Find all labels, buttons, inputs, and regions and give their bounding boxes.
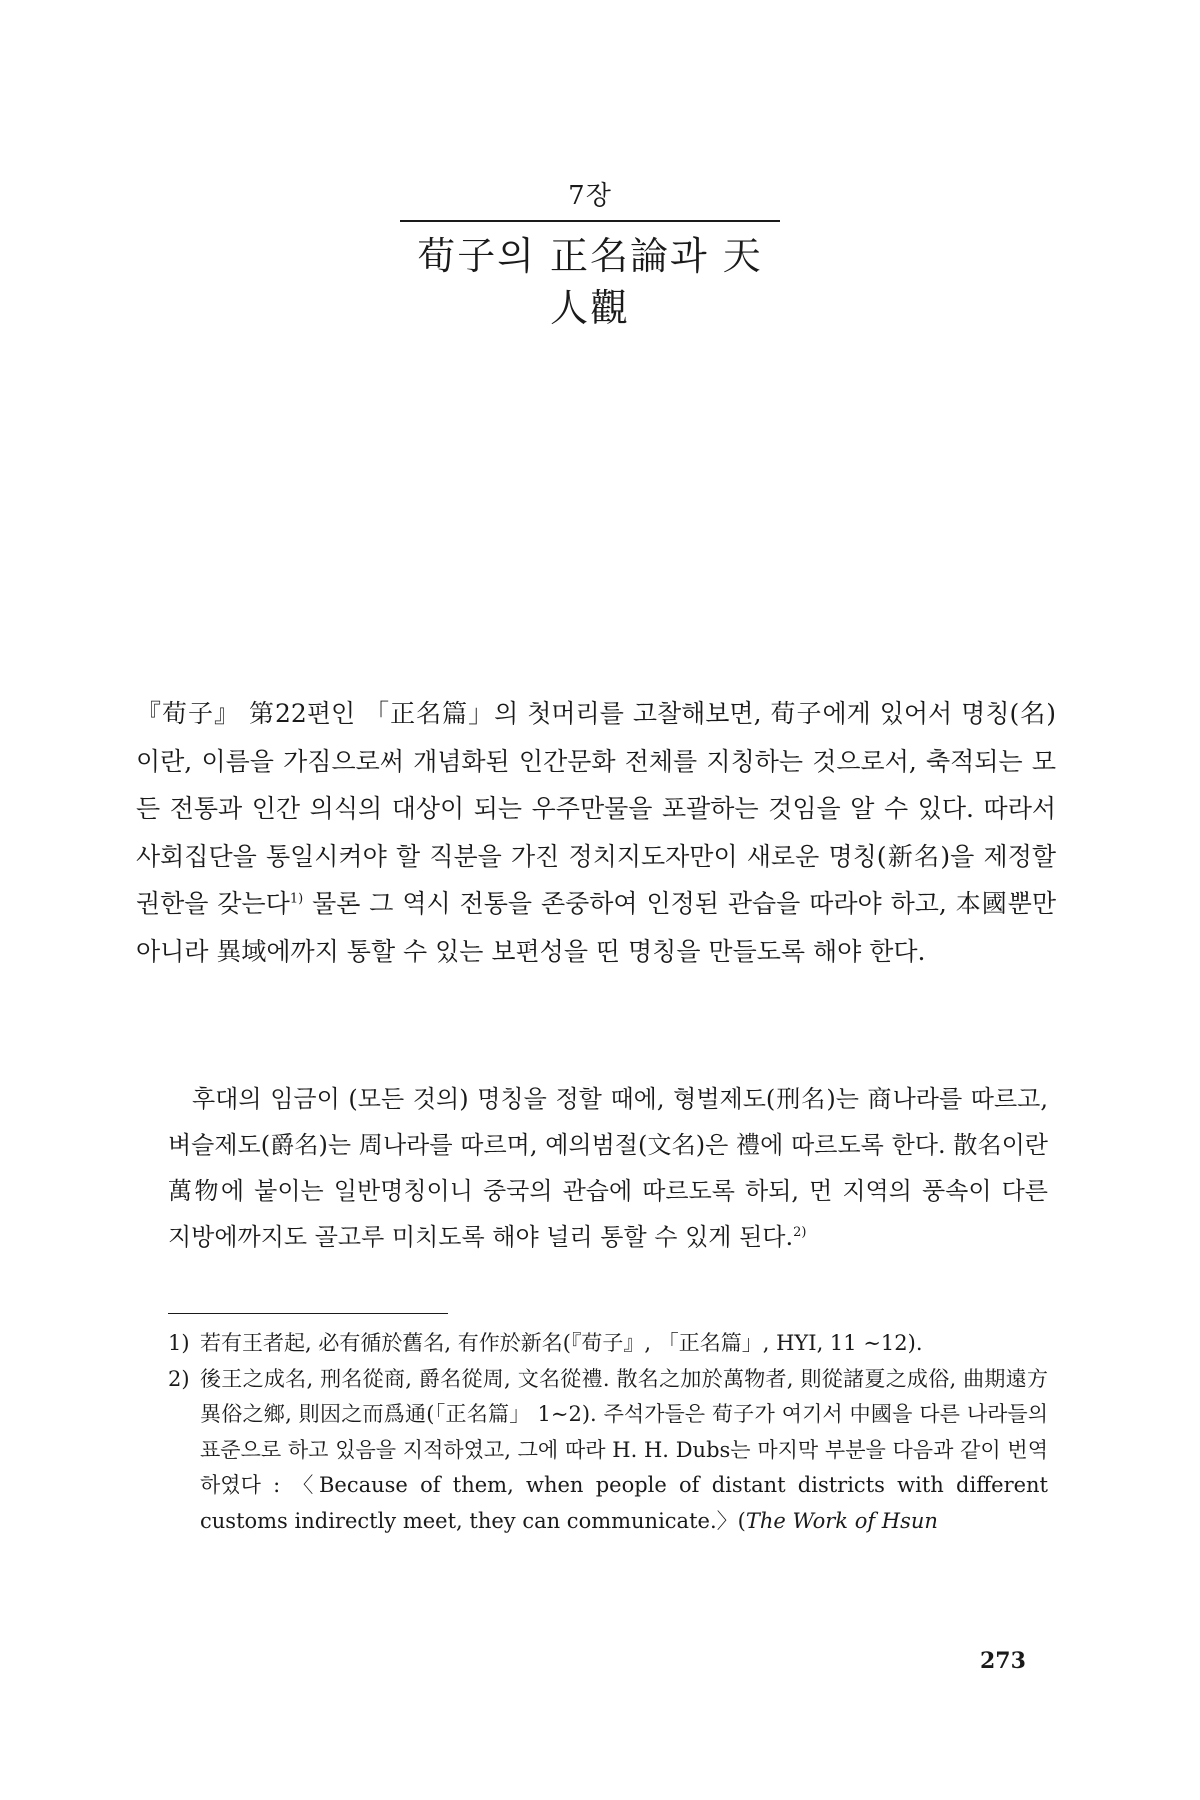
- footnote-book-title: The Work of Hsun: [745, 1508, 938, 1533]
- footnote-number: 1): [168, 1331, 190, 1355]
- footnote-number: 2): [168, 1366, 190, 1391]
- chapter-title: 荀子의 正名論과 天人觀: [417, 234, 763, 330]
- footnote-text: 後王之成名, 刑名從商, 爵名從周, 文名從禮. 散名之加於萬物者, 則從諸夏之成俗, 曲期遠方異俗之鄉, 則因之而爲通(「正名篇」 1∼2). 주석가들은 荀子가 여기서 中國을 다른 나라들의 표준으로 하고 있음을 지적하였고, 그에 따라 H. H. Dubs는 마지막 부분을 다음과 같이 번역하였다 : 〈Because of them, when people of distant districts with different customs indirectly meet, they can communicate.〉(: [200, 1366, 1048, 1533]
- chapter-heading: [400, 178, 780, 334]
- footnote-reference[interactable]: 1): [289, 891, 304, 907]
- chapter-number: 7장: [568, 181, 612, 211]
- footnotes: [168, 1326, 1048, 1539]
- paragraph-text: 『荀子』 第22편인 「正名篇」의 첫머리를 고찰해보면, 荀子에게 있어서 명칭(名)이란, 이름을 가짐으로써 개념화된 인간문화 전체를 지칭하는 것으로서, 축적되는 모든 전통과 인간 의식의 대상이 되는 우주만물을 포괄하는 것임을 알 수 있다. 따라서 사회집단을 통일시켜야 할 직분을 가진 정치지도자만이 새로운 명칭(新名)을 제정할 권한을 갖는다: [136, 699, 1056, 918]
- paragraph-text-tail: 물론 그 역시 전통을 존중하여 인정된 관습을 따라야 하고, 本國뿐만 아니라 異域에까지 통할 수 있는 보편성을 띤 명칭을 만들도록 해야 한다.: [136, 889, 1056, 966]
- footnote-text: 若有王者起, 必有循於舊名, 有作於新名(『荀子』, 「正名篇」, HYI, 11 ∼12).: [200, 1331, 923, 1355]
- footnote-item: [168, 1326, 1048, 1362]
- quote-text: 후대의 임금이 (모든 것의) 명칭을 정할 때에, 형벌제도(刑名)는 商나라를 따르고, 벼슬제도(爵名)는 周나라를 따르며, 예의범절(文名)은 禮에 따르도록 한다. 散名이란 萬物에 붙이는 일반명칭이니 중국의 관습에 따르도록 하되, 먼 지역의 풍속이 다른 지방에까지도 골고루 미치도록 해야 널리 통할 수 있게 된다.: [168, 1085, 1048, 1251]
- footnote-divider: [168, 1313, 448, 1314]
- chapter-rule: [400, 220, 780, 222]
- block-quote: [168, 1076, 1048, 1260]
- footnote-item: [168, 1362, 1048, 1540]
- page-number: 273: [980, 1648, 1026, 1674]
- body-paragraph: [136, 690, 1056, 975]
- footnote-reference[interactable]: 2): [793, 1225, 807, 1240]
